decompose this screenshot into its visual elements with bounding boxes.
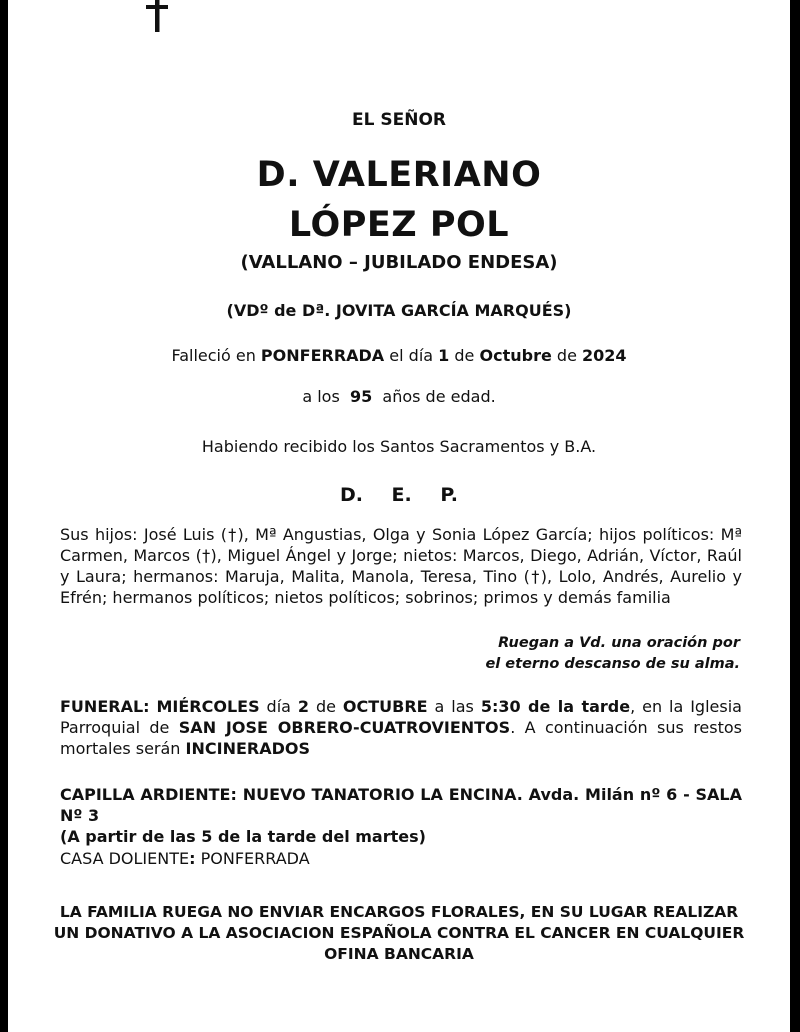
age-value: 95 xyxy=(349,387,373,406)
capilla-hours: (A partir de las 5 de la tarde del martes) xyxy=(60,827,426,846)
death-place: PONFERRADA xyxy=(260,346,385,365)
funeral-label: FUNERAL: xyxy=(60,697,150,716)
church-name: SAN JOSE OBRERO-CUATROVIENTOS xyxy=(178,718,511,737)
nickname: (VALLANO – JUBILADO ENDESA) xyxy=(240,252,558,273)
casa-doliente: CASA DOLIENTE: PONFERRADA xyxy=(60,849,310,868)
death-line: Falleció en PONFERRADA el día 1 de Octubre de 2024 xyxy=(171,346,627,365)
family-paragraph: Sus hijos: José Luis (†), Mª Angustias, Olga y Sonia López García; hijos políticos: Mª Carmen, Marcos (†), Miguel Ángel y Jorge; nietos: Marcos, Diego, Adrián, Víctor, Raúl y Laura; hermanos: Maruja, Malita, Manola, Teresa, Tino (†), Lolo, Andrés, Aurelio y Efrén; hermanos políticos; nietos políticos; sobrinos; primos y demás familia xyxy=(60,525,742,607)
capilla-label: CAPILLA ARDIENTE xyxy=(60,785,231,804)
honorific: EL SEÑOR xyxy=(352,110,446,130)
dep-line: D. E. P. xyxy=(339,484,459,506)
obituary-page xyxy=(8,0,790,1032)
flowers-notice: LA FAMILIA RUEGA NO ENVIAR ENCARGOS FLORALES, EN SU LUGAR REALIZAR UN DONATIVO A LA ASOCIACION ESPAÑOLA CONTRA EL CANCER EN CUALQUIER OFINA BANCARIA xyxy=(53,903,745,963)
sacraments-line: Habiendo recibido los Santos Sacramentos y B.A. xyxy=(201,437,597,456)
death-month: Octubre xyxy=(479,346,552,365)
prayer-line2: el eterno descanso de su alma. xyxy=(485,656,740,672)
spouse-line: (VDº de Dª. JOVITA GARCÍA MARQUÉS) xyxy=(226,301,572,320)
age-line: a los 95 años de edad. xyxy=(302,387,496,406)
capilla-paragraph: CAPILLA ARDIENTE: NUEVO TANATORIO LA ENCINA. Avda. Milán nº 6 - SALA Nº 3 (A partir de las 5 de la tarde del martes) xyxy=(60,785,743,846)
death-year: 2024 xyxy=(582,346,627,365)
funeral-paragraph: FUNERAL: MIÉRCOLES día 2 de OCTUBRE a las 5:30 de la tarde, en la Iglesia Parroquial de SAN JOSE OBRERO-CUATROVIENTOS. A continuación sus restos mortales serán INCINERADOS xyxy=(60,697,742,758)
deceased-name-line1: D. VALERIANO xyxy=(256,155,542,195)
death-day: 1 xyxy=(438,346,450,365)
deceased-name-line2: LÓPEZ POL xyxy=(288,205,510,245)
cross-icon xyxy=(144,0,170,32)
prayer-line1: Ruegan a Vd. una oración por xyxy=(498,635,740,651)
